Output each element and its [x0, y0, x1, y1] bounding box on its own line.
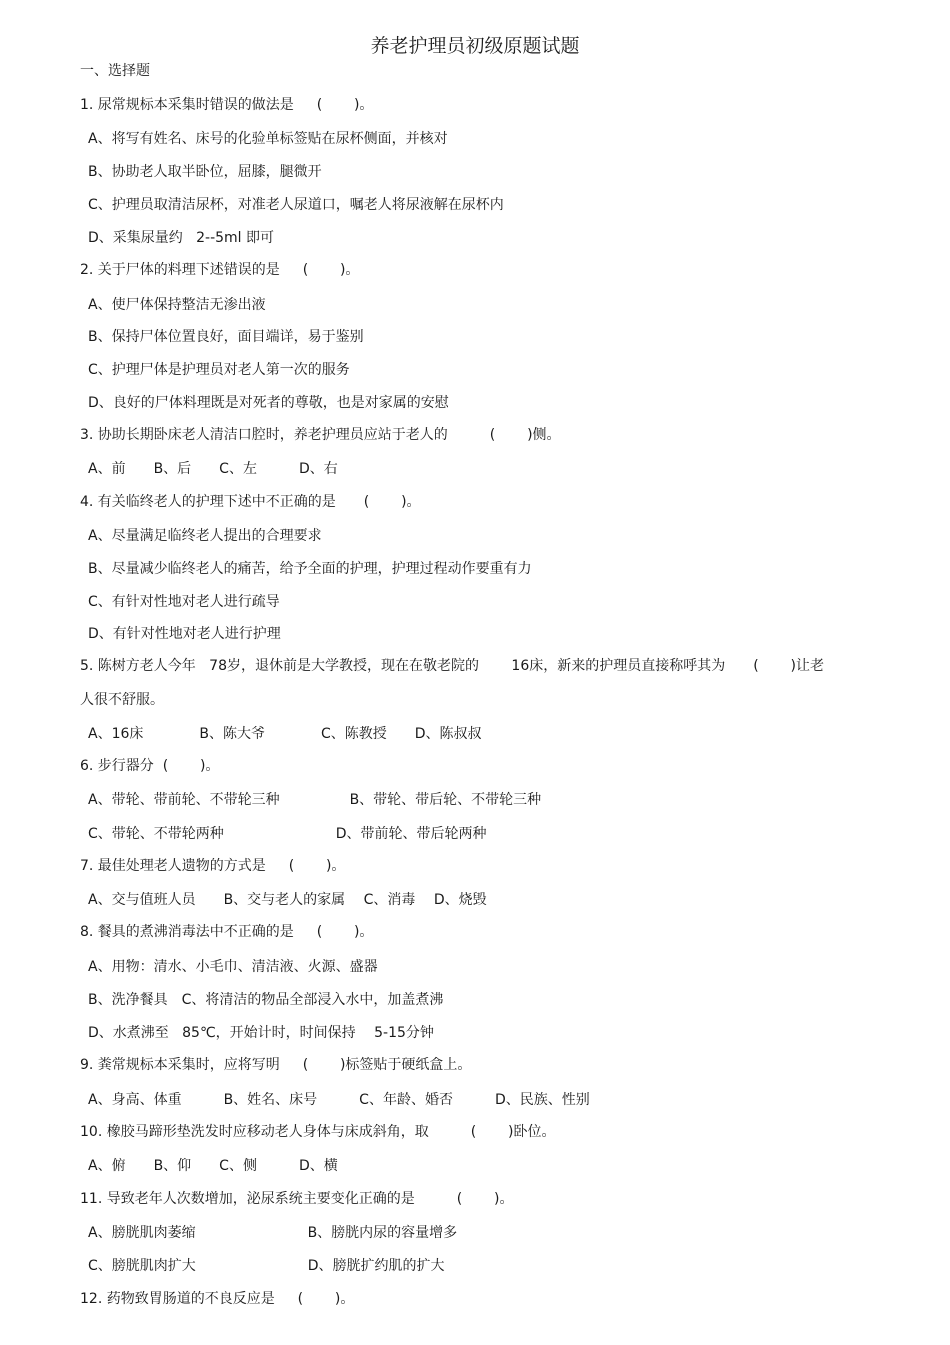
question-1-option-d: D、采集尿量约 2--5ml 即可	[88, 230, 275, 246]
question-9-options: A、身高、体重 B、姓名、床号 C、年龄、婚否 D、民族、性别	[88, 1092, 590, 1108]
question-2-option-a: A、使尸体保持整洁无渗出液	[88, 297, 266, 313]
question-11: 11. 导致老年人次数增加，泌尿系统主要变化正确的是 ( )。	[80, 1191, 514, 1207]
question-8: 8. 餐具的煮沸消毒法中不正确的是 ( )。	[80, 924, 374, 940]
question-1-option-b: B、协助老人取半卧位，屈膝，腿微开	[88, 164, 322, 180]
question-2-option-b: B、保持尸体位置良好，面目端详，易于鉴别	[88, 329, 364, 345]
question-4-option-c: C、有针对性地对老人进行疏导	[88, 594, 280, 610]
question-8-options-bc: B、洗净餐具 C、将清洁的物品全部浸入水中，加盖煮沸	[88, 992, 444, 1008]
question-4-option-a: A、尽量满足临终老人提出的合理要求	[88, 528, 322, 544]
document-title: 养老护理员初级原题试题	[370, 35, 580, 57]
question-2: 2. 关于尸体的料理下述错误的是 ( )。	[80, 262, 360, 278]
question-4-option-b: B、尽量减少临终老人的痛苦，给予全面的护理，护理过程动作要重有力	[88, 561, 532, 577]
question-10-options: A、俯 B、仰 C、侧 D、横	[88, 1158, 338, 1174]
section-heading: 一、选择题	[80, 63, 150, 79]
question-7: 7. 最佳处理老人遗物的方式是 ( )。	[80, 858, 346, 874]
question-2-option-c: C、护理尸体是护理员对老人第一次的服务	[88, 362, 350, 378]
question-5-options: A、16床 B、陈大爷 C、陈教授 D、陈叔叔	[88, 726, 482, 742]
question-9: 9. 粪常规标本采集时，应将写明 ( )标签贴于硬纸盒上。	[80, 1057, 472, 1073]
question-6-options-cd: C、带轮、不带轮两种 D、带前轮、带后轮两种	[88, 826, 487, 842]
question-1-option-a: A、将写有姓名、床号的化验单标签贴在尿杯侧面，并核对	[88, 131, 448, 147]
question-3-options: A、前 B、后 C、左 D、右	[88, 461, 338, 477]
question-10: 10. 橡胶马蹄形垫洗发时应移动老人身体与床成斜角，取 ( )卧位。	[80, 1124, 556, 1140]
question-1-option-c: C、护理员取清洁尿杯，对准老人尿道口，嘱老人将尿液解在尿杯内	[88, 197, 504, 213]
question-4: 4. 有关临终老人的护理下述中不正确的是 ( )。	[80, 494, 421, 510]
question-2-option-d: D、良好的尸体料理既是对死者的尊敬，也是对家属的安慰	[88, 395, 449, 411]
question-8-option-d: D、水煮沸至 85℃，开始计时，时间保持 5-15分钟	[88, 1025, 434, 1041]
question-6-options-ab: A、带轮、带前轮、不带轮三种 B、带轮、带后轮、不带轮三种	[88, 792, 542, 808]
question-5-continued: 人很不舒服。	[80, 692, 164, 708]
question-3: 3. 协助长期卧床老人清洁口腔时，养老护理员应站于老人的 ( )侧。	[80, 427, 561, 443]
question-1: 1. 尿常规标本采集时错误的做法是 ( )。	[80, 97, 374, 113]
question-7-options: A、交与值班人员 B、交与老人的家属 C、消毒 D、烧毁	[88, 892, 487, 908]
question-12: 12. 药物致胃肠道的不良反应是 ( )。	[80, 1291, 355, 1307]
question-4-option-d: D、有针对性地对老人进行护理	[88, 626, 281, 642]
question-11-options-cd: C、膀胱肌肉扩大 D、膀胱扩约肌的扩大	[88, 1258, 445, 1274]
question-11-options-ab: A、膀胱肌肉萎缩 B、膀胱内尿的容量增多	[88, 1225, 458, 1241]
question-5: 5. 陈树方老人今年 78岁，退休前是大学教授，现在在敬老院的 16床，新来的护理员直接称呼其为 ( )让老	[80, 658, 824, 674]
question-8-option-a: A、用物：清水、小毛巾、清洁液、火源、盛器	[88, 959, 378, 975]
question-6: 6. 步行器分 ( )。	[80, 758, 220, 774]
